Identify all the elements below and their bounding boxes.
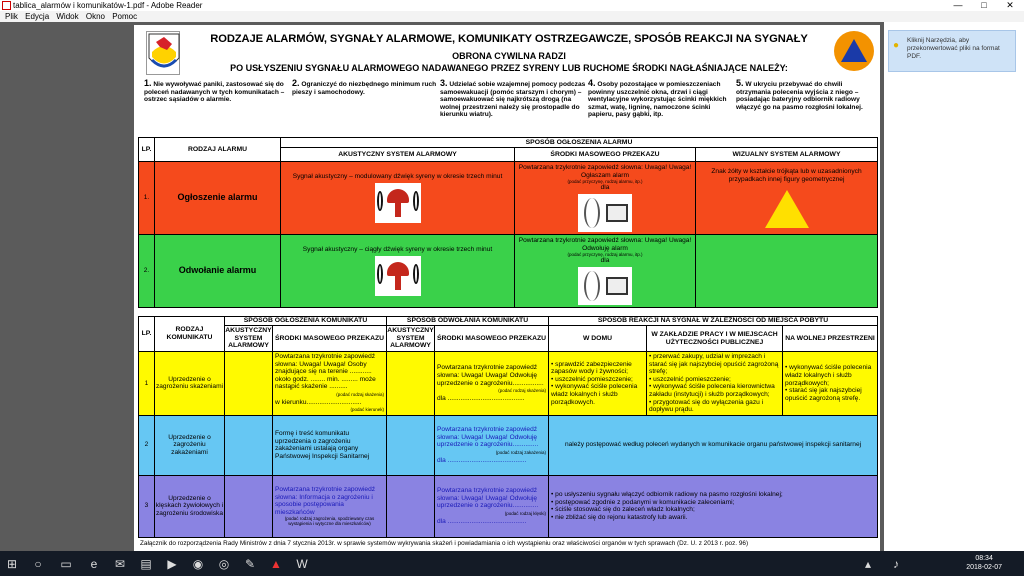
document-subtitle-2: PO USŁYSZENIU SYGNAŁU ALARMOWEGO NADAWANEGO PRZEZ SYRENY LUB RUCHOME ŚRODKI NAGŁAŚNIAJĄCE NALEŻY: [230,63,788,73]
rule-5: 5. W ukryciu przebywać do chwili otrzymania polecenia wyjścia z niego – posiadając bateryjny odbiornik radiowy włączyć go na pasmo rozgłośni lokalnej. [736,78,863,111]
edge-icon[interactable]: e [90,557,98,571]
convert-tip[interactable] [888,30,1016,72]
siren-icon [375,183,421,223]
t2-r2-announce: Formę i treść komunikatu uprzedzenia o zagrożeniu zakażeniami ustalają organy Państwowej Inspekcji Sanitarnej [273,415,387,475]
radio-tv-icon [578,267,632,305]
adobe-reader-icon [2,1,11,10]
document-footer: Załącznik do rozporządzenia Rady Ministrów z dnia 7 stycznia 2013r. w sprawie systemów wykrywania skażeń i powiadamiania o ich wystąpieniu oraz właściwości organów w tych sprawach (Dz. U. z 2013 r. poz. 96) [140,540,749,547]
menu-bar [0,11,1024,22]
lightbulb-icon: ● [893,40,900,51]
t1-r2-lp: 2. [139,235,155,308]
t2-announce-header: SPOSÓB OGŁOSZENIA KOMUNIKATU [225,317,387,326]
t2-r1-lp: 1 [139,352,155,416]
t1-r2-media: Powtarzana trzykrotnie zapowiedź słowna: Uwaga! Uwaga! Odwołuję alarm (podać przyczynę, rodzaj alarmu, itp.) dla [515,235,696,308]
t2-r3-acoustic-cancel [387,475,435,537]
t2-r1-name: Uprzedzenie o zagrożeniu skażeniami [155,352,225,416]
t2-r1-announce: Powtarzana trzykrotnie zapowiedź słowna: Uwaga! Uwaga! Osoby znajdujące się na terenie ............ około godz. ........ min. ......... może nastąpić skażenie .......... (podać rodzaj skażenia) w kierunku.............................. (podać kierunek) [273,352,387,416]
menu-pomoc[interactable]: Pomoc [112,12,138,21]
t2-r1-acoustic [225,352,273,416]
alarm-table [138,137,878,308]
tip-text: Kliknij Narzędzia, aby przekonwertować pliki na format PDF. [907,37,1000,60]
t1-lp-header: LP. [139,138,155,162]
t2-acoustic-header-2: AKUSTYCZNY SYSTEM ALARMOWY [387,326,435,352]
t1-acoustic-header: AKUSTYCZNY SYSTEM ALARMOWY [281,148,515,162]
menu-edycja[interactable]: Edycja [25,12,50,21]
menu-okno[interactable]: Okno [85,12,105,21]
t2-r1-home: • sprawdzić zabezpieczenie zapasów wody i żywności; • uszczelnić pomieszczenie; • wykonywać ściśle polecenia władz lokalnych i służb porządkowych. [549,352,647,416]
t2-r2-acoustic-cancel [387,415,435,475]
explorer-icon[interactable]: ▤ [140,557,152,571]
t2-r3-name: Uprzedzenie o klęskach żywiołowych i zagrożeniu środowiska [155,475,225,537]
t2-media-header-2: ŚRODKI MASOWEGO PRZEKAZU [435,326,549,352]
t2-r2-acoustic [225,415,273,475]
t2-r2-name: Uprzedzenie o zagrożeniu zakażeniami [155,415,225,475]
menu-plik[interactable]: Plik [5,12,18,21]
civil-defence-logo-icon [834,31,874,71]
task-view-icon[interactable]: ▭ [60,557,72,571]
network-icon[interactable]: ▴ [864,557,872,571]
rule-2: 2. Ograniczyć do niezbędnego minimum ruch pieszy i samochodowy. [292,78,437,96]
t2-r3-lp: 3 [139,475,155,537]
t2-r2-cancel: Powtarzana trzykrotnie zapowiedź słowna: Uwaga! Uwaga! Odwołuję uprzedzenie o zagrożeniu.............. (podać rodzaj zakażenia) dla ........................................... [435,415,549,475]
mail-icon[interactable]: ✉ [114,557,126,571]
t1-visual-header: WIZUALNY SYSTEM ALARMOWY [696,148,878,162]
t2-r3-reaction: • po usłyszeniu sygnału włączyć odbiornik radiowy na pasmo rozgłośni lokalnej; • postępować zgodnie z podanymi w komunikacie zaleceniami; • ściśle stosować się do zaleceń władz lokalnych; • nie zbliżać się do rejonu katastrofy lub awarii. [549,475,878,537]
firefox-icon[interactable]: ◉ [192,557,204,571]
rule-3: 3. Udzielać sobie wzajemnej pomocy podczas samoewakuacji (pomóc starszym i chorym) – samoewakuować się najkrótszą drogą (na wolnej przestrzeni należy się prostopadle do kierunku wiatru). [440,78,586,119]
t2-r3-cancel: Powtarzana trzykrotnie zapowiedź słowna: Uwaga! Uwaga! Odwołuję uprzedzenie o zagrożeniu.............. (podać rodzaj klęski) dla ........................................... [435,475,549,537]
t2-acoustic-header: AKUSTYCZNY SYSTEM ALARMOWY [225,326,273,352]
maximize-button[interactable]: □ [981,0,987,10]
yellow-triangle-icon [765,190,809,228]
t2-r2-lp: 2 [139,415,155,475]
t1-r1-visual: Znak żółty w kształcie trójkąta lub w uzasadnionych przypadkach innej figury geometrycznej [696,162,878,235]
tools-side-panel [884,22,1024,551]
start-button-icon[interactable]: ⊞ [6,557,18,571]
radio-tv-icon [578,194,632,232]
t2-work-header: W ZAKŁADZIE PRACY I W MIEJSCACH UŻYTECZNOŚCI PUBLICZNEJ [647,326,783,352]
t2-r3-acoustic [225,475,273,537]
chrome-icon[interactable]: ◎ [218,557,230,571]
menu-widok[interactable]: Widok [56,12,79,21]
clock[interactable]: 08:34 2018-02-07 [966,555,1002,571]
t2-r1-work: • przerwać zakupy, udział w imprezach i starać się jak najszybciej opuścić zagrożoną strefę; • uszczelnić pomieszczenie; • wykonywać ściśle polecenia kierownictwa zakładu (instytucji) i służb porządkowych; • przygotować się do wyłączenia gazu i dopływu prądu. [647,352,783,416]
t1-type-header: RODZAJ ALARMU [155,138,281,162]
word-icon[interactable]: W [296,557,308,571]
t2-r2-reaction: należy postępować według poleceń wydanych w komunikacie organu państwowej inspekcji sanitarnej [549,415,878,475]
rule-4: 4. Osoby pozostające w pomieszczeniach powinny uszczelnić okna, drzwi i ciągi wentylacyjne wykorzystując ścinki miękkich szmat, watę, ligninę, namoczone ścinki papieru, pasy gąbki, itp. [588,78,727,119]
t2-media-header: ŚRODKI MASOWEGO PRZEKAZU [273,326,387,352]
t2-r3-announce: Powtarzana trzykrotnie zapowiedź słowna: Informacja o zagrożeniu i sposobie postępowania mieszkańców (podać rodzaj zagrożenia, spodziewany czas wystąpienia i wytyczne dla mieszkańców) [273,475,387,537]
t2-r1-open: • wykonywać ściśle polecenia władz lokalnych i służb porządkowych; • starać się jak najszybciej opuścić zagrożoną strefę. [783,352,878,416]
notice-table [138,316,878,538]
t1-r1-media: Powtarzana trzykrotnie zapowiedź słowna: Uwaga! Uwaga! Ogłaszam alarm (podać przyczynę, rodzaj alarmu, itp.) dla [515,162,696,235]
close-button[interactable]: ✕ [1006,0,1014,10]
search-icon[interactable]: ○ [34,557,42,571]
t2-type-header: RODZAJ KOMUNIKATU [155,317,225,352]
taskbar [0,551,1024,576]
t1-method-header: SPOSÓB OGŁOSZENIA ALARMU [281,138,878,148]
volume-icon[interactable]: ♪ [893,557,899,571]
t2-open-header: NA WOLNEJ PRZESTRZENI [783,326,878,352]
t2-r1-cancel: Powtarzana trzykrotnie zapowiedź słowna: Uwaga! Uwaga! Odwołuję uprzedzenie o zagrożeniu................. (podać rodzaj skażenia) dla .......................................... [435,352,549,416]
t2-reaction-header: SPOSÓB REAKCJI NA SYGNAŁ W ZALEŻNOŚCI OD MIEJSCA POBYTU [549,317,878,326]
t1-r2-visual [696,235,878,308]
t1-r1-acoustic: Sygnał akustyczny – modulowany dźwięk syreny w okresie trzech minut [281,162,515,235]
document-title: RODZAJE ALARMÓW, SYGNAŁY ALARMOWE, KOMUNIKATY OSTRZEGAWCZE, SPOSÓB REAKCJI NA SYGNAŁY [210,33,808,45]
t2-r1-acoustic-cancel [387,352,435,416]
t1-r1-lp: 1. [139,162,155,235]
rule-1: 1. Nie wywoływać paniki, zastosować się do poleceń nadawanych w tych komunikatach – ostrzec sąsiadów o alarmie. [144,78,285,104]
app-icon[interactable]: ✎ [244,557,256,571]
siren-icon [375,256,421,296]
title-bar [0,0,1024,11]
t1-r2-name: Odwołanie alarmu [155,235,281,308]
t2-lp-header: LP. [139,317,155,352]
t1-r2-acoustic: Sygnał akustyczny – ciągły dźwięk syreny w okresie trzech minut [281,235,515,308]
adobe-reader-taskbar-icon[interactable]: ▲ [270,557,282,571]
minimize-button[interactable]: — [953,0,963,10]
t1-media-header: ŚRODKI MASOWEGO PRZEKAZU [515,148,696,162]
media-icon[interactable]: ▶ [167,557,177,571]
pdf-page [134,25,880,555]
coat-of-arms-icon [146,31,180,75]
t2-home-header: W DOMU [549,326,647,352]
window-title: tablica_alarmów i komunikatów-1.pdf - Adobe Reader [13,1,203,10]
document-subtitle: OBRONA CYWILNA RADZI [452,51,566,61]
t2-cancel-header: SPOSÓB ODWOŁANIA KOMUNIKATU [387,317,549,326]
t1-r1-name: Ogłoszenie alarmu [155,162,281,235]
